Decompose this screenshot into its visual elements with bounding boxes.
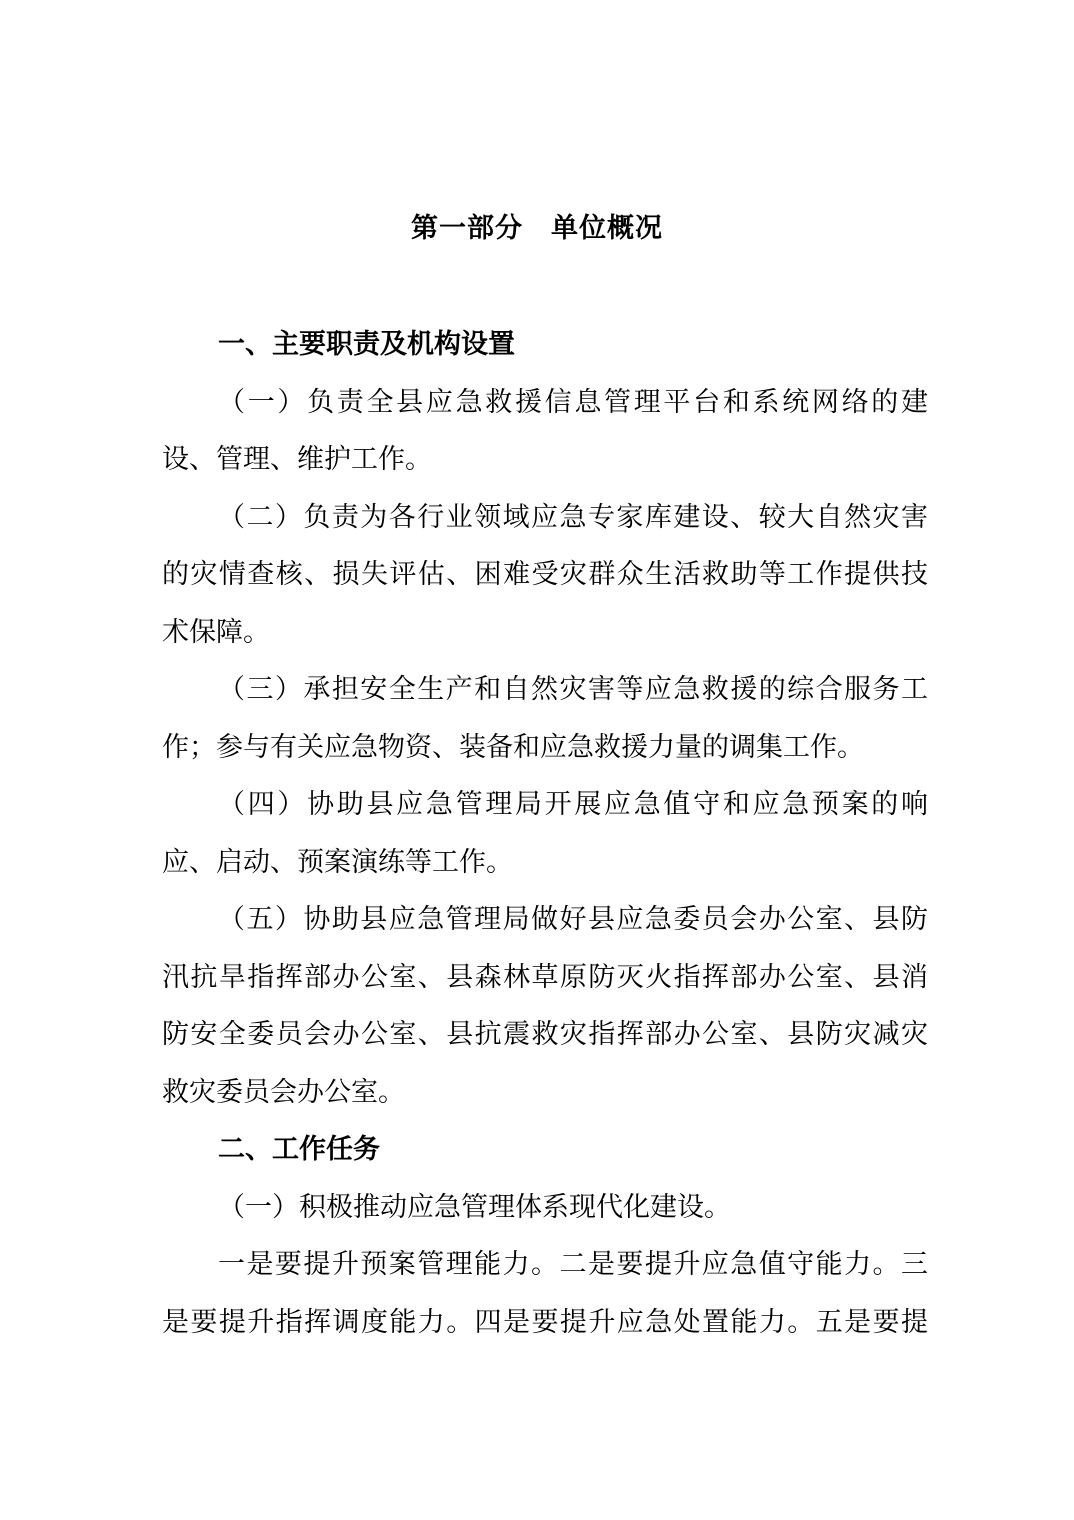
paragraph-line: 的灾情查核、损失评估、困难受灾群众生活救助等工作提供技 — [162, 559, 928, 590]
paragraph-line: 一是要提升预案管理能力。二是要提升应急值守能力。三 — [218, 1249, 928, 1280]
paragraph-line: （三）承担安全生产和自然灾害等应急救援的综合服务工 — [218, 674, 928, 705]
paragraph-line: （二）负责为各行业领域应急专家库建设、较大自然灾害 — [218, 501, 928, 533]
section-heading-1: 一、主要职责及机构设置 — [218, 329, 515, 360]
title-name: 单位概况 — [551, 213, 663, 244]
title-part: 第一部分 — [411, 213, 523, 244]
paragraph-line: 术保障。 — [162, 616, 270, 648]
paragraph-line: 应、启动、预案演练等工作。 — [162, 846, 513, 878]
section-heading-2: 二、工作任务 — [218, 1134, 380, 1165]
paragraph-line: 防安全委员会办公室、县抗震救灾指挥部办公室、县防灾减灾 — [162, 1019, 928, 1050]
paragraph-line: （五）协助县应急管理局做好县应急委员会办公室、县防 — [218, 904, 928, 935]
paragraph-line: 设、管理、维护工作。 — [162, 444, 432, 475]
document-body — [162, 316, 928, 1351]
paragraph-line: （一）负责全县应急救援信息管理平台和系统网络的建 — [218, 386, 928, 418]
paragraph-line: 是要提升指挥调度能力。四是要提升应急处置能力。五是要提 — [162, 1306, 928, 1338]
paragraph-line: （四）协助县应急管理局开展应急值守和应急预案的响 — [218, 789, 928, 820]
paragraph-line: （一）积极推动应急管理体系现代化建设。 — [218, 1191, 731, 1223]
paragraph-line: 作；参与有关应急物资、装备和应急救援力量的调集工作。 — [162, 731, 864, 763]
page-title — [0, 205, 1074, 253]
paragraph-line: 救灾委员会办公室。 — [162, 1076, 405, 1108]
paragraph-line: 汛抗旱指挥部办公室、县森林草原防灭火指挥部办公室、县消 — [162, 961, 928, 993]
